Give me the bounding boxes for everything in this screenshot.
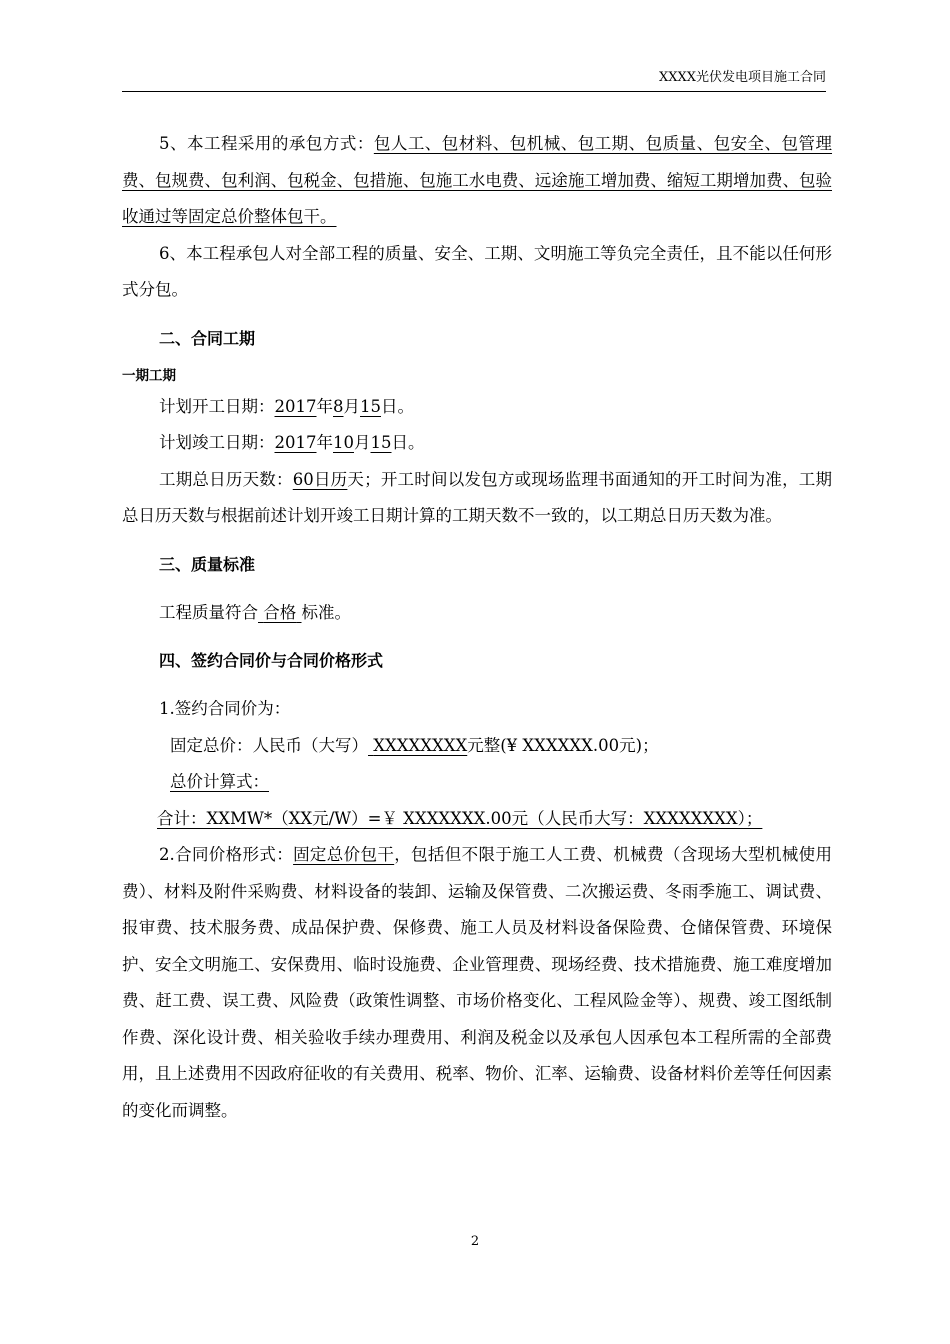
clause-5-label: 5、本工程采用的承包方式： xyxy=(159,134,374,153)
price-sum: 合计：XXMW*（XX元/W）=￥ XXXXXXX.00元（人民币大写：XXXXXXXX）； xyxy=(157,808,763,828)
end-day: 15 xyxy=(370,433,392,452)
page-number: 2 xyxy=(470,1234,480,1249)
quality-standard: 工程质量符合 合格 标准。 xyxy=(159,602,351,622)
clause-6: 6、本工程承包人对全部工程的质量、安全、工期、文明施工等负完全责任，且不能以任何形式分包。 xyxy=(122,243,832,299)
planned-start-date: 计划开工日期：2017年8月15日。 xyxy=(159,396,414,416)
price-form-value: 固定总价包干 xyxy=(293,845,395,864)
document-body xyxy=(122,126,832,1129)
total-duration: 工期总日历天数：60日历天；开工时间以发包方或现场监理书面通知的开工时间为准，工期总日历天数与根据前述计划开竣工日期计算的工期天数不一致的，以工期总日历天数为准。 xyxy=(122,469,833,525)
contract-method-value: 包人工、包材料、包机械、包工期、包质量、包安全、包管理费、包规费、包利润、包税金、包措施、包施工水电费、远途施工增加费、缩短工期增加费、包验收通过等固定总价整体包干。 xyxy=(122,134,833,226)
section-2-title: 二、合同工期 xyxy=(159,328,256,348)
section-4-title: 四、签约合同价与合同价格形式 xyxy=(159,651,384,670)
planned-end-date: 计划竣工日期：2017年10月15日。 xyxy=(159,433,425,452)
contract-price-label: 1.签约合同价为： xyxy=(159,699,291,718)
clause-5 xyxy=(122,126,832,236)
phase-1-title: 一期工期 xyxy=(122,367,176,384)
page-header: XXXX光伏发电项目施工合同 xyxy=(122,66,826,92)
start-day: 15 xyxy=(360,396,381,416)
price-formula-label: 总价计算式： xyxy=(170,772,269,791)
quality-value: 合格 xyxy=(263,602,297,622)
section-3-title: 三、质量标准 xyxy=(159,554,256,574)
start-year: 2017 xyxy=(274,396,317,416)
total-days-value: 60日历 xyxy=(292,469,348,489)
start-month: 8 xyxy=(333,396,344,416)
fixed-price-value: XXXXXXXX xyxy=(373,735,468,755)
price-form: 2.合同价格形式：固定总价包干，包括但不限于施工人工费、机械费（含现场大型机械使用费）、材料及附件采购费、材料设备的装卸、运输及保管费、二次搬运费、冬雨季施工、调试费、报审费、技术服务费、成品保护费、保修费、施工人员及材料设备保险费、仓储保管费、环境保护、安全文明施工、安保费用、临时设施费、企业管理费、现场经费、技术措施费、施工难度增加费、赶工费、误工费、风险费（政策性调整、市场价格变化、工程风险金等）、规费、竣工图纸制作费、深化设计费、相关验收手续办理费用、利润及税金以及承包人因承包本工程所需的全部费用，且上述费用不因政府征收的有关费用、税率、物价、汇率、运输费、设备材料价差等任何因素的变化而调整。 xyxy=(122,845,833,1120)
end-month: 10 xyxy=(333,433,354,452)
fixed-total-price: 固定总价：人民币（大写） XXXXXXXX元整(¥ XXXXXX.00元)； xyxy=(170,735,659,755)
end-year: 2017 xyxy=(274,433,317,452)
